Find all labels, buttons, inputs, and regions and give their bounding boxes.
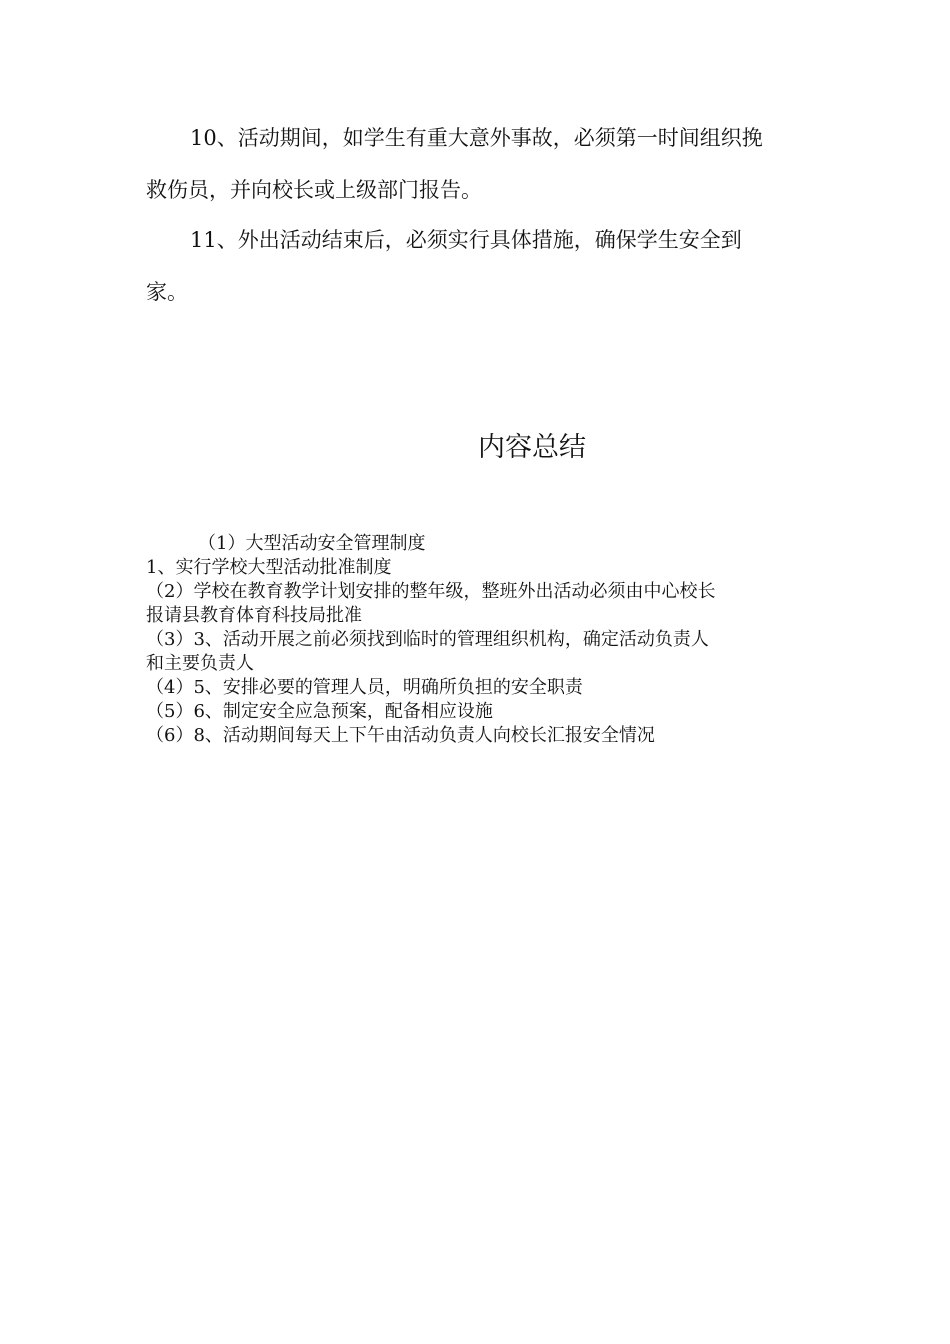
summary-line: 和主要负责人 xyxy=(146,653,254,674)
paragraph-11-line-2: 家。 xyxy=(146,280,188,304)
summary-title: 内容总结 xyxy=(478,432,586,463)
summary-list xyxy=(146,532,826,748)
paragraph-10-line-1: 10、活动期间，如学生有重大意外事故，必须第一时间组织挽 xyxy=(190,126,763,150)
summary-line: 1、实行学校大型活动批准制度 xyxy=(146,557,392,578)
paragraph-11-line-1: 11、外出活动结束后，必须实行具体措施，确保学生安全到 xyxy=(190,228,742,252)
paragraph-item-11 xyxy=(146,214,806,318)
summary-line: （6）8、活动期间每天上下午由活动负责人向校长汇报安全情况 xyxy=(146,725,655,746)
summary-line: （5）6、制定安全应急预案，配备相应设施 xyxy=(146,701,493,722)
paragraph-10-line-2: 救伤员，并向校长或上级部门报告。 xyxy=(146,178,482,202)
summary-line: 报请县教育体育科技局批准 xyxy=(146,605,362,626)
summary-line: （3）3、活动开展之前必须找到临时的管理组织机构，确定活动负责人 xyxy=(146,629,709,650)
summary-line: （1）大型活动安全管理制度 xyxy=(198,533,426,554)
summary-line: （2）学校在教育教学计划安排的整年级，整班外出活动必须由中心校长 xyxy=(146,581,716,602)
paragraph-item-10 xyxy=(146,112,806,216)
summary-line: （4）5、安排必要的管理人员，明确所负担的安全职责 xyxy=(146,677,583,698)
